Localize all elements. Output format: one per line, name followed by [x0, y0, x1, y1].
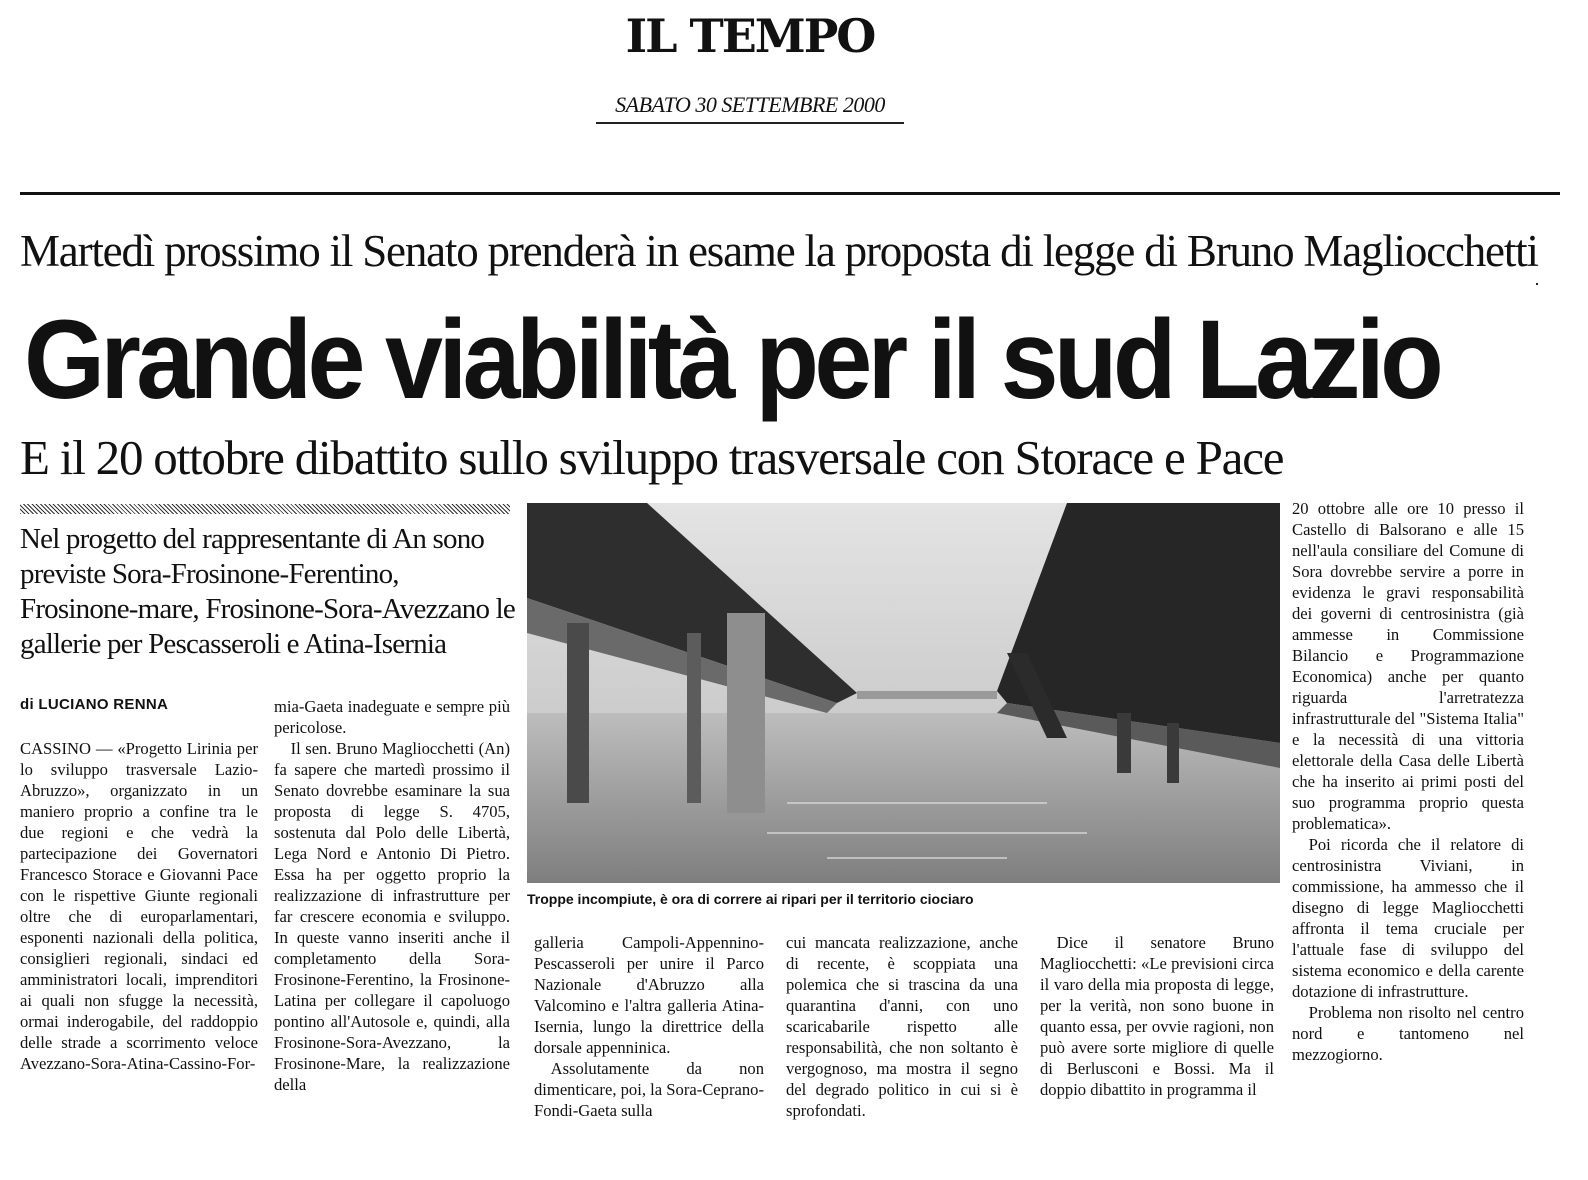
article-paragraph: 20 ottobre alle ore 10 presso il Castello di Balsorano e alle 15 nell'aula consiliare del Comune di Sora dovrebbe servire a porre in evidenza le gravi responsabilità dei governi di centrosinistra (già ammesse in Commissione Bilancio e Programmazione Economica) anche per quanto riguarda l'arretratezza infrastrutturale del "Sistema Italia" e la necessità di una vittoria elettorale della Casa delle Libertà che ha inserito ai primi posti del suo programma proprio questa problematica».: [1292, 499, 1524, 833]
article-paragraph: Il sen. Bruno Magliocchetti (An) fa sapere che martedì prossimo il Senato dovrebbe esaminare la sua proposta di legge S. 4705, sostenuta dal Polo delle Libertà, Lega Nord e Antonio Di Pietro. Essa ha per oggetto proprio la realizzazione di infrastrutture per far crescere economia e sviluppo. In queste vanno inseriti anche il completamento della Sora-Frosinone-Ferentino, la Frosinone-Latina per collegare il capoluogo pontino all'Autosole e, quindi, alla Frosinone-Sora-Avezzano, la Frosinone-Mare, la realizzazione della: [274, 739, 510, 1094]
bridge-illustration: [527, 503, 1280, 883]
kicker-headline: Martedì prossimo il Senato prenderà in esame la proposta di legge di Bruno Magliocchetti: [20, 226, 1538, 276]
byline: di LUCIANO RENNA: [20, 696, 169, 713]
article-paragraph: CASSINO — «Progetto Lirinia per lo sviluppo trasversale Lazio-Abruzzo», organizzato in un maniero proprio a confine tra le due regioni e che vedrà la partecipazione dei Governatori Francesco Storace e Giovanni Pace con le rispettive Giunte regionali oltre che di europarlamentari, esponenti nazionali della politica, consiglieri regionali, sindaci ed amministratori locali, imprenditori ai quali non sfugge la necessità, ormai inderogabile, del raddoppio delle strade a scorrimento veloce Avezzano-Sora-Atina-Cassino-For-: [20, 739, 258, 1073]
photo-caption: Troppe incompiute, è ora di correre ai ripari per il territorio ciociaro: [527, 891, 974, 907]
article-column-3: [534, 932, 764, 1121]
article-column-4: [786, 932, 1018, 1121]
issue-date: SABATO 30 SETTEMBRE 2000: [596, 92, 904, 124]
print-speck: [1536, 283, 1538, 285]
article-paragraph: galleria Campoli-Appennino-Pescasseroli per unire il Parco Nazionale d'Abruzzo alla Valcomino e l'altra galleria Atina-Isernia, lungo la direttrice della dorsale appenninica.: [534, 933, 764, 1057]
article-paragraph: Problema non risolto nel centro nord e tantomeno nel mezzogiorno.: [1292, 1003, 1524, 1064]
article-paragraph: Dice il senatore Bruno Magliocchetti: «Le previsioni circa il varo della mia proposta di legge, per la verità, non sono buone in quanto essa, per ovvie ragioni, non può avere sorte migliore di quelle di Berlusconi e Bossi. Ma il doppio dibattito in programma il: [1040, 933, 1274, 1099]
sub-headline: E il 20 ottobre dibattito sullo sviluppo trasversale con Storace e Pace: [20, 430, 1284, 485]
article-column-1: [20, 738, 258, 1074]
masthead: IL TEMPO: [625, 9, 875, 63]
article-paragraph: Poi ricorda che il relatore di centrosinistra Viviani, in commissione, ha ammesso che il disegno di legge Magliocchetti affronta il tema cruciale per l'attuale fase di sviluppo del sistema economico e della carente dotazione di infrastrutture.: [1292, 835, 1524, 1001]
main-headline: Grande viabilità per il sud Lazio: [24, 297, 1440, 422]
article-paragraph: cui mancata realizzazione, anche di recente, è scoppiata una polemica che si trascina da una quarantina d'anni, con uno scaricabarile rispetto alle responsabilità, che non soltanto è vergognoso, ma mostra il segno del degrado politico in cui si è sprofondati.: [786, 933, 1018, 1120]
deck-text: Nel progetto del rappresentante di An sono previste Sora-Frosinone-Ferentino, Frosinone-mare, Frosinone-Sora-Avezzano le gallerie per Pescasseroli e Atina-Isernia: [20, 523, 515, 660]
article-column-6: [1292, 498, 1524, 1065]
bridge-photo: [527, 503, 1280, 883]
article-paragraph: Assolutamente da non dimenticare, poi, la Sora-Ceprano-Fondi-Gaeta sulla: [534, 1059, 764, 1120]
top-rule: [20, 192, 1560, 195]
article-column-5: [1040, 932, 1274, 1100]
hatched-divider: [20, 504, 510, 514]
article-column-2: [274, 696, 510, 1095]
article-paragraph: mia-Gaeta inadeguate e sempre più pericolose.: [274, 697, 510, 737]
